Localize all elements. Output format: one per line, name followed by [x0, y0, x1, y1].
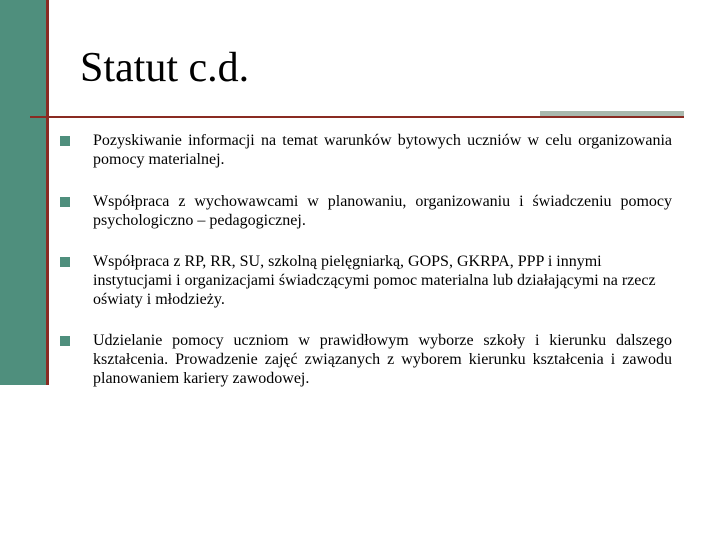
bullet-text: Pozyskiwanie informacji na temat warunków bytowych uczniów w celu organizowania pomocy materialnej. — [93, 132, 672, 168]
left-accent-band — [0, 0, 46, 385]
bullet-text: Współpraca z wychowawcami w planowaniu, organizowaniu i świadczeniu pomocy psychologiczno – pedagogicznej. — [93, 193, 672, 229]
square-bullet-icon — [60, 197, 70, 207]
square-bullet-icon — [60, 136, 70, 146]
bullet-item — [60, 131, 672, 169]
slide-content — [60, 131, 672, 411]
bullet-text: Współpraca z RP, RR, SU, szkolną pielęgniarką, GOPS, GKRPA, PPP i innymi instytucjami i organizacjami świadczącymi pomoc materialna lub działającymi na rzecz oświaty i młodzieży. — [93, 253, 656, 308]
bullet-item — [60, 192, 672, 230]
bullet-item — [60, 252, 672, 309]
title-divider — [30, 116, 684, 118]
bullet-text: Udzielanie pomocy uczniom w prawidłowym wyborze szkoły i kierunku dalszego kształcenia. Prowadzenie zajęć związanych z wyborem kierunku kształcenia i zawodu planowaniem kariery zawodowej. — [93, 332, 672, 387]
bullet-item — [60, 331, 672, 388]
square-bullet-icon — [60, 336, 70, 346]
left-accent-edge — [46, 0, 49, 385]
square-bullet-icon — [60, 257, 70, 267]
slide-title: Statut c.d. — [80, 45, 250, 91]
